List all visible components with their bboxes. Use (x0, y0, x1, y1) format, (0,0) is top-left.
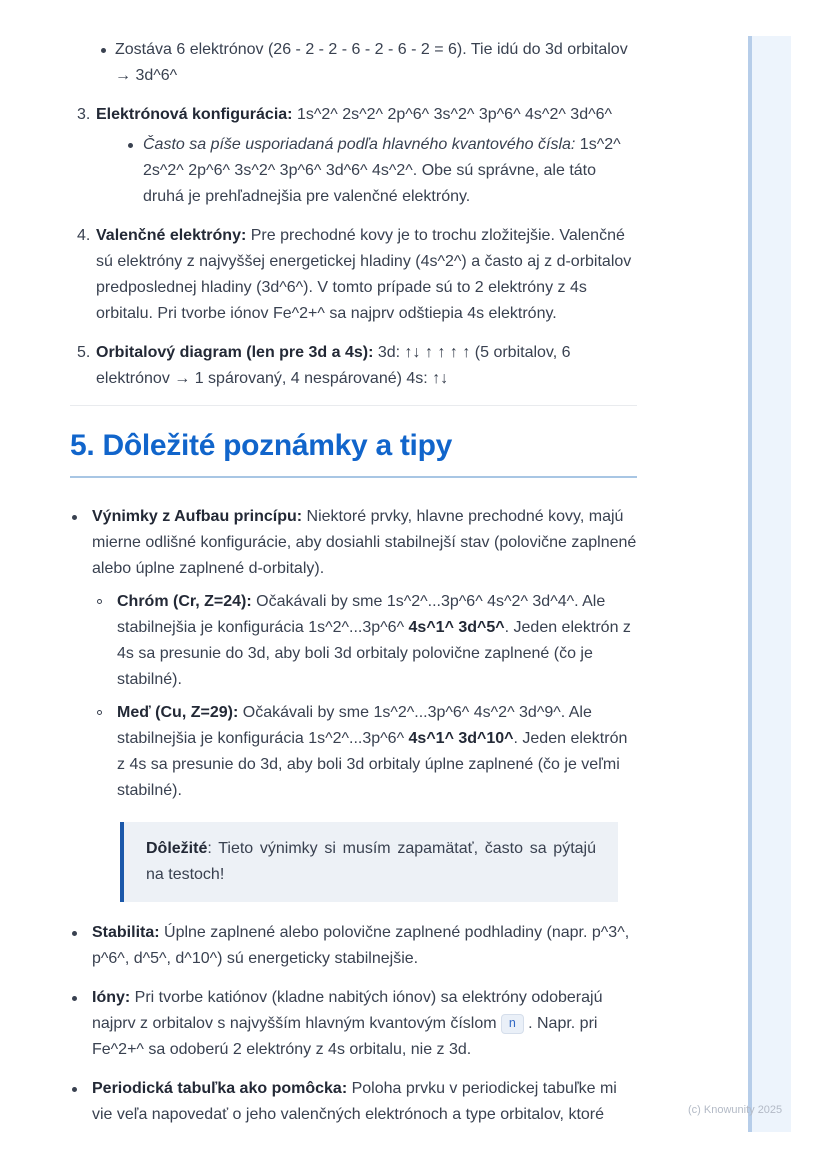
text-segment: Chróm (Cr, Z=24): (117, 593, 252, 610)
bullet-marker (72, 1087, 77, 1092)
callout-text (146, 836, 596, 888)
text-segment: 1s^2^ 2s^2^ 2p^6^ 3s^2^ 3p^6^ 3d^6^ 4s^2^. Obe sú správne, ale táto druhá je prehľadnejšia pre valenčné elektróny. (143, 136, 621, 205)
item-number: 3. (77, 106, 91, 123)
text-segment: Poloha prvku v periodickej tabuľke mi vie veľa napovedať o jeho valenčných elektrónoch a type orbitalov, ktoré (92, 1080, 617, 1123)
list-item-text (92, 920, 637, 972)
text-segment: Orbitalový diagram (len pre 3d a 4s): (96, 344, 374, 361)
sub-list-item (92, 700, 637, 804)
bullet-marker (72, 996, 77, 1001)
list-item (70, 1076, 637, 1128)
sub-list-item-text (117, 589, 637, 693)
text-segment: Periodická tabuľka ako pomôcka: (92, 1080, 348, 1097)
list-item (70, 985, 637, 1063)
item-number: 5. (77, 344, 91, 361)
sub-list-item-text (143, 132, 637, 210)
text-segment: Stabilita: (92, 924, 160, 941)
text-segment: 4s^1^ 3d^5^ (408, 619, 505, 636)
text-segment: Očakávali by sme 1s^2^...3p^6^ 4s^2^ 3d^4^. Ale stabilnejšia je konfigurácia 1s^2^...3p^6^ (117, 593, 606, 636)
text-segment: Často sa píše usporiadaná podľa hlavného kvantového čísla: (143, 136, 576, 153)
numbered-item (70, 223, 637, 327)
inline-code: n (501, 1014, 525, 1034)
section-heading: 5. Dôležité poznámky a tipy (70, 428, 637, 478)
sub-list-item-text (117, 700, 637, 804)
circle-marker (97, 599, 102, 604)
text-segment: 4s^1^ 3d^10^ (408, 730, 514, 747)
list-item-body (92, 504, 637, 804)
text-segment: 1s^2^ 2s^2^ 2p^6^ 3s^2^ 3p^6^ 4s^2^ 3d^6^ (292, 106, 612, 123)
numbered-item-text (96, 340, 637, 392)
sub-list-item (92, 589, 637, 693)
text-segment: Výnimky z Aufbau princípu: (92, 508, 303, 525)
text-segment: Zostáva 6 elektrónov (26 - 2 - 2 - 6 - 2 - 6 - 2 = 6). Tie idú do 3d orbitalov → 3d^6^ (115, 41, 628, 84)
text-segment: Dôležité (146, 840, 208, 857)
text-segment: Očakávali by sme 1s^2^...3p^6^ 4s^2^ 3d^9^. Ale stabilnejšia je konfigurácia 1s^2^...3p^6^ (117, 704, 592, 747)
text-segment: . Jeden elektrón z 4s sa presunie do 3d, aby boli 3d orbitaly polovične zaplnené (čo je stabilné). (117, 619, 631, 688)
text-segment: Niektoré prvky, hlavne prechodné kovy, majú mierne odlišné konfigurácie, aby dosiahli stabilnejší stav (polovične zaplnené alebo úplne zaplnené d-orbitaly). (92, 508, 637, 577)
bullet-marker (72, 515, 77, 520)
text-segment: Elektrónová konfigurácia: (96, 106, 293, 123)
text-segment: : Tieto výnimky si musím zapamätať, často sa pýtajú na testoch! (146, 840, 596, 883)
sub-list-item (96, 132, 637, 210)
list-item-text (92, 985, 637, 1063)
numbered-item (70, 102, 637, 210)
numbered-item-text (96, 102, 637, 128)
bullet-marker (128, 143, 133, 148)
circle-marker (97, 710, 102, 715)
list-item (70, 37, 637, 89)
list-item-text (115, 37, 637, 89)
text-segment: . Napr. pri Fe^2+^ sa odoberú 2 elektróny z 4s orbitalu, nie z 3d. (92, 1015, 598, 1058)
important-callout (120, 822, 618, 902)
list-item (70, 920, 637, 972)
list-item (70, 504, 637, 804)
page-edge-strip (748, 36, 791, 1132)
text-segment: Meď (Cu, Z=29): (117, 704, 239, 721)
item-number: 4. (77, 227, 91, 244)
text-segment: Ióny: (92, 989, 131, 1006)
text-segment: Pri tvorbe katiónov (kladne nabitých iónov) sa elektróny odoberajú najprv z orbitalov s najvyšším hlavným kvantovým číslom (92, 989, 603, 1032)
numbered-item-body (96, 102, 637, 210)
text-segment: Valenčné elektróny: (96, 227, 247, 244)
copyright-watermark: (c) Knowunity 2025 (688, 1104, 783, 1116)
numbered-item (70, 340, 637, 392)
list-item-text (92, 504, 637, 582)
bullet-marker (101, 48, 106, 53)
text-segment: Pre prechodné kovy je to trochu zložitejšie. Valenčné sú elektróny z najvyššej energetickej hladiny (4s^2^) a často aj z d-orbitalov predposlednej hladiny (3d^6^). V tomto prípade sú to 2 elektróny z 4s orbitalu. Pri tvorbe iónov Fe^2+^ sa najprv odštiepia 4s elektróny. (96, 227, 632, 322)
text-segment: . Jeden elektrón z 4s sa presunie do 3d, aby boli 3d orbitaly úplne zaplnené (čo je veľmi stabilné). (117, 730, 628, 799)
text-segment: 3d: ↑↓ ↑ ↑ ↑ ↑ (5 orbitalov, 6 elektrónov → 1 spárovaný, 4 nespárované) 4s: ↑↓ (96, 344, 571, 387)
section-divider (70, 405, 637, 406)
list-item-text (92, 1076, 637, 1128)
numbered-item-text (96, 223, 637, 327)
text-segment: Úplne zaplnené alebo polovične zaplnené podhladiny (napr. p^3^, p^6^, d^5^, d^10^) sú energeticky stabilnejšie. (92, 924, 630, 967)
bullet-marker (72, 931, 77, 936)
